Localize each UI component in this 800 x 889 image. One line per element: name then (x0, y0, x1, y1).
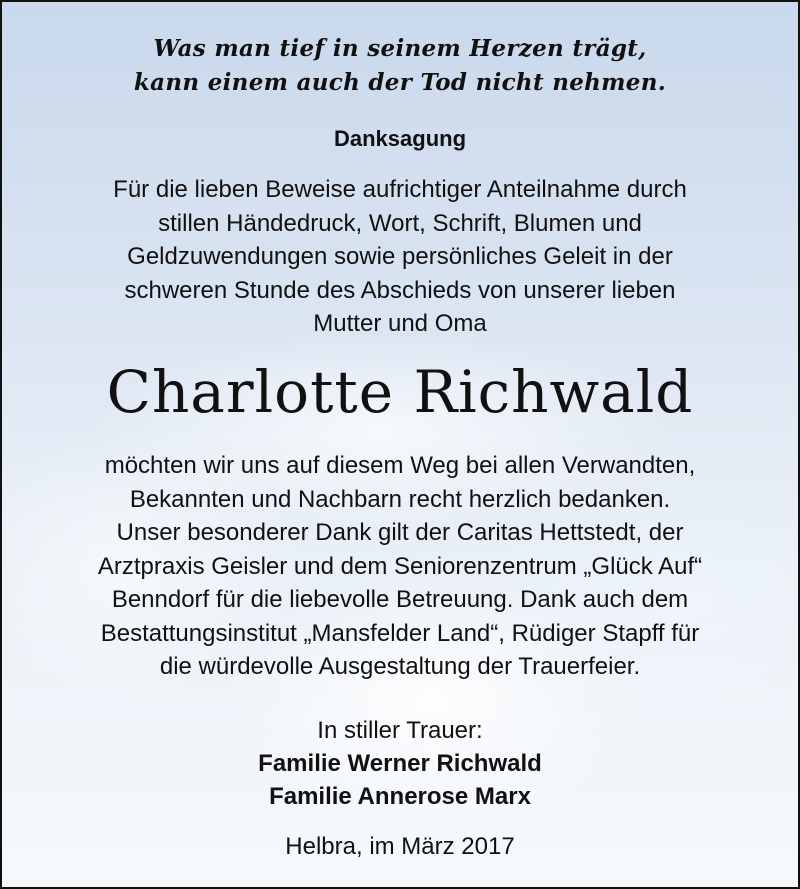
intro-line: schweren Stunde des Abschieds von unserer lieben (124, 276, 676, 304)
intro-line: Mutter und Oma (313, 310, 487, 337)
thanks-line: möchten wir uns auf diesem Weg bei allen Verwandten, (104, 452, 696, 479)
thanks-line: Unser besonderer Dank gilt der Caritas Hettstedt, der (116, 519, 684, 546)
signoff-block (2, 714, 798, 813)
family-name: Familie Werner Richwald (258, 750, 542, 777)
intro-line: Geldzuwendungen sowie persönliches Geleit in der (127, 243, 673, 270)
family-name: Familie Annerose Marx (269, 783, 531, 810)
motto-line: Was man tief in seinem Herzen trägt, (153, 35, 647, 62)
intro-line: stillen Händedruck, Wort, Schrift, Blumen und (158, 209, 642, 237)
thanks-line: Benndorf für die liebevolle Betreuung. Dank auch dem (111, 586, 689, 613)
place-date: Helbra, im März 2017 (285, 833, 515, 860)
intro-paragraph (2, 173, 798, 341)
thanks-line: Arztpraxis Geisler und dem Seniorenzentrum „Glück Auf“ (97, 552, 703, 580)
intro-line: Für die lieben Beweise aufrichtiger Anteilnahme durch (113, 176, 687, 203)
signoff-intro: In stiller Trauer: (317, 717, 483, 744)
notice-heading: Danksagung (333, 126, 467, 151)
thanks-line: Bekannten und Nachbarn recht herzlich bedanken. (129, 485, 671, 513)
thanks-line: Bestattungsinstitut „Mansfelder Land“, Rüdiger Stapff für (100, 619, 700, 647)
motto-line: kann einem auch der Tod nicht nehmen. (133, 69, 667, 96)
thanks-paragraph (2, 449, 798, 684)
thanks-line: die würdevolle Ausgestaltung der Trauerfeier. (159, 653, 641, 680)
motto-quote (2, 32, 798, 100)
deceased-name: Charlotte Richwald (106, 358, 694, 426)
